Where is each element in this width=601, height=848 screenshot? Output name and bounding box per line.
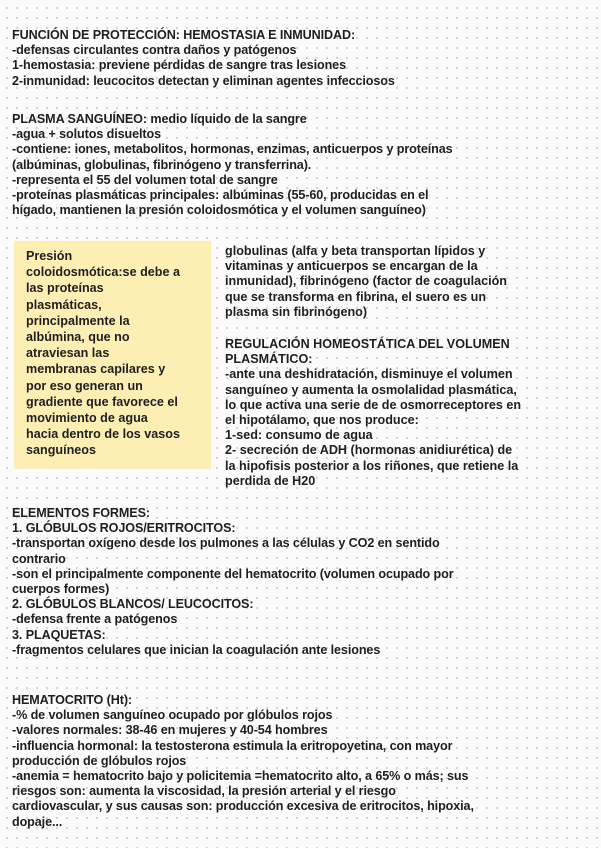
text-line: plasma sin fibrinógeno)	[225, 304, 368, 319]
text-line: -influencia hormonal: la testosterona estimula la eritropoyetina, con mayor	[12, 738, 453, 753]
spacer	[225, 320, 593, 337]
text-line: -proteínas plasmáticas principales: albúminas (55-60, producidas en el	[12, 188, 429, 203]
note-line: movimiento de agua	[26, 411, 148, 426]
text-line: -defensas circulantes contra daños y patógenos	[12, 43, 297, 58]
text-line: 1-hemostasia: previene pérdidas de sangre tras lesiones	[12, 58, 346, 73]
text-line: dopaje...	[12, 814, 63, 829]
text-line: sanguíneo y aumenta la osmolalidad plasmática,	[225, 382, 517, 397]
text-line: que se transforma en fibrina, el suero es un	[225, 289, 487, 304]
text-line: -% de volumen sanguíneo ocupado por glóbulos rojos	[12, 708, 333, 723]
section-formed-elements	[12, 506, 594, 658]
note-line: hacia dentro de los vasos	[26, 427, 180, 442]
section-plasma	[12, 112, 594, 218]
text-line: -fragmentos celulares que inician la coagulación ante lesiones	[12, 642, 381, 657]
section-title: REGULACIÓN HOMEOSTÁTICA DEL VOLUMEN	[225, 337, 510, 352]
note-line: atraviesan las	[26, 346, 110, 361]
text-line: producción de glóbulos rojos	[12, 753, 187, 768]
text-line: hígado, mantienen la presión coloidosmótica y el volumen sanguíneo)	[12, 203, 426, 218]
text-line: -contiene: iones, metabolitos, hormonas, enzimas, anticuerpos y proteínas	[12, 142, 453, 157]
note-line: por eso generan un	[26, 378, 143, 393]
text-line: 2-inmunidad: leucocitos detectan y eliminan agentes infecciosos	[12, 73, 395, 88]
text-line: -defensa frente a patógenos	[12, 612, 178, 627]
right-column	[225, 244, 593, 489]
section-hematocrit	[12, 693, 594, 830]
text-line: contrario	[12, 551, 66, 566]
text-line: perdida de H20	[225, 473, 316, 488]
text-line: 3. PLAQUETAS:	[12, 627, 106, 642]
note-line: sanguíneos	[26, 443, 96, 458]
text-line: la hipofisis posterior a los riñones, que retiene la	[225, 458, 519, 473]
text-line: vitaminas y anticuerpos se encargan de la	[225, 259, 478, 274]
sticky-note	[14, 241, 211, 469]
text-line: -son el principalmente componente del hematocrito (volumen ocupado por	[12, 566, 454, 581]
text-line: 2- secreción de ADH (hormonas anidiurética) de	[225, 443, 513, 458]
note-line: plasmáticas,	[26, 297, 102, 312]
text-line: -valores normales: 38-46 en mujeres y 40-54 hombres	[12, 723, 328, 738]
text-line: 2. GLÓBULOS BLANCOS/ LEUCOCITOS:	[12, 597, 254, 612]
note-line: gradiente que favorece el	[26, 394, 178, 409]
text-line: cardiovascular, y sus causas son: producción excesiva de eritrocitos, hipoxia,	[12, 799, 474, 814]
section-title: PLASMA SANGUÍNEO: medio líquido de la sangre	[12, 112, 307, 126]
note-line: albúmina, que no	[26, 330, 130, 345]
text-line: -agua + solutos disueltos	[12, 127, 162, 142]
note-line: Presión	[26, 249, 73, 263]
section-protection	[12, 28, 594, 89]
text-line: (albúminas, globulinas, fibrinógeno y transferrina).	[12, 157, 312, 172]
text-line: inmunidad), fibrinógeno (factor de coagulación	[225, 274, 507, 289]
text-line: lo que activa una serie de de osmorreceptores en	[225, 397, 522, 412]
text-line: 1. GLÓBULOS ROJOS/ERITROCITOS:	[12, 521, 236, 536]
text-line: el hipotálamo, que nos produce:	[225, 413, 419, 428]
text-line: -ante una deshidratación, disminuye el volumen	[225, 367, 513, 382]
text-line: -anemia = hematocrito bajo y policitemia =hematocrito alto, a 65% o más; sus	[12, 769, 469, 784]
note-line: principalmente la	[26, 313, 130, 328]
text-line: cuerpos formes)	[12, 582, 110, 597]
text-line: riesgos son: aumenta la viscosidad, la presión arterial y el riesgo	[12, 784, 396, 799]
note-line: membranas capilares y	[26, 362, 166, 377]
text-line: 1-sed: consumo de agua	[225, 428, 373, 443]
section-title: ELEMENTOS FORMES:	[12, 506, 151, 520]
section-title: PLASMÁTICO:	[225, 352, 313, 367]
section-title: FUNCIÓN DE PROTECCIÓN: HEMOSTASIA E INMUNIDAD:	[12, 28, 356, 42]
text-line: -representa el 55 del volumen total de sangre	[12, 172, 278, 187]
note-line: coloidosmótica:se debe a	[26, 265, 180, 280]
section-title: HEMATOCRITO (Ht):	[12, 693, 133, 707]
text-line: globulinas (alfa y beta transportan lípidos y	[225, 244, 486, 258]
note-line: las proteínas	[26, 281, 104, 296]
text-line: -transportan oxígeno desde los pulmones a las células y CO2 en sentido	[12, 536, 440, 551]
